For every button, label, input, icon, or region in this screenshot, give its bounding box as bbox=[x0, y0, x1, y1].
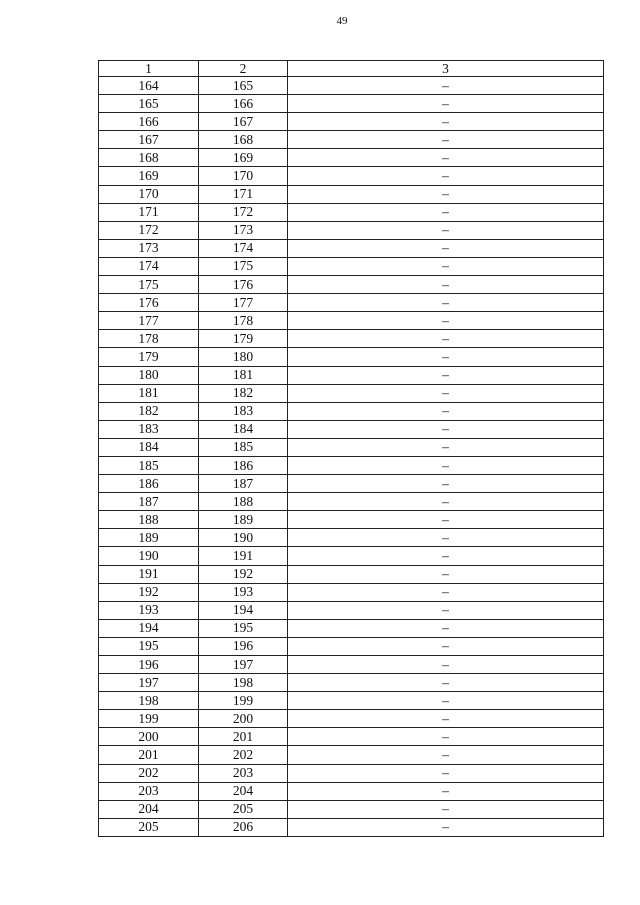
table-cell-col-3: – bbox=[288, 330, 604, 348]
table-cell-col-1: 196 bbox=[99, 656, 199, 674]
table-cell-col-1: 189 bbox=[99, 529, 199, 547]
table-cell-col-3: – bbox=[288, 420, 604, 438]
table-cell-col-3: – bbox=[288, 511, 604, 529]
table-cell-col-2: 198 bbox=[199, 674, 288, 692]
table-cell-col-1: 193 bbox=[99, 601, 199, 619]
table-cell-col-3: – bbox=[288, 384, 604, 402]
table-cell-col-1: 202 bbox=[99, 764, 199, 782]
table-cell-col-2: 174 bbox=[199, 239, 288, 257]
table-cell-col-3: – bbox=[288, 764, 604, 782]
table-cell-col-2: 190 bbox=[199, 529, 288, 547]
table-cell-col-2: 181 bbox=[199, 366, 288, 384]
table-cell-col-2: 171 bbox=[199, 185, 288, 203]
table-cell-col-2: 201 bbox=[199, 728, 288, 746]
table-cell-col-1: 170 bbox=[99, 185, 199, 203]
table-row bbox=[99, 565, 604, 583]
table-cell-col-1: 178 bbox=[99, 330, 199, 348]
table-row bbox=[99, 456, 604, 474]
table-cell-col-2: 205 bbox=[199, 800, 288, 818]
table-cell-col-1: 180 bbox=[99, 366, 199, 384]
table-cell-col-1: 171 bbox=[99, 203, 199, 221]
table-cell-col-2: 168 bbox=[199, 131, 288, 149]
table-cell-col-3: – bbox=[288, 493, 604, 511]
table-cell-col-2: 173 bbox=[199, 221, 288, 239]
table-cell-col-3: – bbox=[288, 276, 604, 294]
table-cell-col-2: 180 bbox=[199, 348, 288, 366]
table-cell-col-3: – bbox=[288, 583, 604, 601]
table-cell-col-1: 205 bbox=[99, 818, 199, 836]
table-row bbox=[99, 77, 604, 95]
table-cell-col-1: 190 bbox=[99, 547, 199, 565]
table-row bbox=[99, 384, 604, 402]
table-cell-col-2: 170 bbox=[199, 167, 288, 185]
table-row bbox=[99, 746, 604, 764]
table-row bbox=[99, 674, 604, 692]
table-row bbox=[99, 692, 604, 710]
table-cell-col-3: – bbox=[288, 77, 604, 95]
table-cell-col-3: – bbox=[288, 800, 604, 818]
table-row bbox=[99, 276, 604, 294]
table-cell-col-3: – bbox=[288, 131, 604, 149]
table-cell-col-1: 204 bbox=[99, 800, 199, 818]
table-cell-col-1: 166 bbox=[99, 113, 199, 131]
table-cell-col-2: 185 bbox=[199, 438, 288, 456]
table-cell-col-3: – bbox=[288, 294, 604, 312]
table-cell-col-2: 189 bbox=[199, 511, 288, 529]
table-cell-col-3: – bbox=[288, 637, 604, 655]
table-cell-col-1: 195 bbox=[99, 637, 199, 655]
table-row bbox=[99, 511, 604, 529]
table-row bbox=[99, 203, 604, 221]
table-cell-col-2: 172 bbox=[199, 203, 288, 221]
table-cell-col-3: – bbox=[288, 348, 604, 366]
table-cell-col-2: 193 bbox=[199, 583, 288, 601]
table-row bbox=[99, 95, 604, 113]
table-cell-col-3: – bbox=[288, 656, 604, 674]
table-cell-col-3: – bbox=[288, 818, 604, 836]
table-cell-col-2: 188 bbox=[199, 493, 288, 511]
table-cell-col-1: 165 bbox=[99, 95, 199, 113]
table-cell-col-3: – bbox=[288, 710, 604, 728]
table-cell-col-2: 186 bbox=[199, 456, 288, 474]
table-row bbox=[99, 782, 604, 800]
table-cell-col-2: 184 bbox=[199, 420, 288, 438]
table-cell-col-3: – bbox=[288, 239, 604, 257]
table-cell-col-3: – bbox=[288, 692, 604, 710]
table-cell-col-1: 169 bbox=[99, 167, 199, 185]
table-cell-col-1: 203 bbox=[99, 782, 199, 800]
table-cell-col-3: – bbox=[288, 547, 604, 565]
table-cell-col-2: 166 bbox=[199, 95, 288, 113]
table-cell-col-1: 173 bbox=[99, 239, 199, 257]
table-cell-col-1: 174 bbox=[99, 257, 199, 275]
table-row bbox=[99, 493, 604, 511]
table-cell-col-3: – bbox=[288, 782, 604, 800]
table-row bbox=[99, 818, 604, 836]
table-cell-col-2: 196 bbox=[199, 637, 288, 655]
table-cell-col-1: 167 bbox=[99, 131, 199, 149]
table-cell-col-1: 186 bbox=[99, 475, 199, 493]
table-cell-col-2: 206 bbox=[199, 818, 288, 836]
table-row bbox=[99, 764, 604, 782]
table-cell-col-1: 185 bbox=[99, 456, 199, 474]
table-cell-col-2: 182 bbox=[199, 384, 288, 402]
table-cell-col-1: 197 bbox=[99, 674, 199, 692]
table-row bbox=[99, 113, 604, 131]
table-header-row bbox=[99, 61, 604, 77]
table-cell-col-2: 165 bbox=[199, 77, 288, 95]
table-cell-col-2: 179 bbox=[199, 330, 288, 348]
column-header-1: 1 bbox=[99, 61, 199, 77]
table-cell-col-2: 202 bbox=[199, 746, 288, 764]
table-row bbox=[99, 547, 604, 565]
table-cell-col-3: – bbox=[288, 529, 604, 547]
page-number: 49 bbox=[336, 15, 348, 27]
table-cell-col-2: 197 bbox=[199, 656, 288, 674]
table-cell-col-2: 204 bbox=[199, 782, 288, 800]
table-row bbox=[99, 348, 604, 366]
table-row bbox=[99, 366, 604, 384]
table-cell-col-1: 172 bbox=[99, 221, 199, 239]
table-row bbox=[99, 637, 604, 655]
table-cell-col-1: 184 bbox=[99, 438, 199, 456]
table-row bbox=[99, 149, 604, 167]
column-header-3: 3 bbox=[288, 61, 604, 77]
table-cell-col-3: – bbox=[288, 167, 604, 185]
table-row bbox=[99, 583, 604, 601]
table-cell-col-2: 203 bbox=[199, 764, 288, 782]
table-cell-col-1: 168 bbox=[99, 149, 199, 167]
table-cell-col-2: 191 bbox=[199, 547, 288, 565]
table-row bbox=[99, 728, 604, 746]
table-cell-col-1: 199 bbox=[99, 710, 199, 728]
table-cell-col-3: – bbox=[288, 257, 604, 275]
table-row bbox=[99, 420, 604, 438]
table-cell-col-1: 182 bbox=[99, 402, 199, 420]
table-cell-col-1: 175 bbox=[99, 276, 199, 294]
table-cell-col-3: – bbox=[288, 456, 604, 474]
table-row bbox=[99, 239, 604, 257]
table-cell-col-1: 183 bbox=[99, 420, 199, 438]
table-cell-col-3: – bbox=[288, 203, 604, 221]
table-row bbox=[99, 167, 604, 185]
table-cell-col-3: – bbox=[288, 619, 604, 637]
table-cell-col-2: 195 bbox=[199, 619, 288, 637]
column-header-2: 2 bbox=[199, 61, 288, 77]
table-cell-col-3: – bbox=[288, 565, 604, 583]
table-cell-col-1: 176 bbox=[99, 294, 199, 312]
table-body bbox=[99, 77, 604, 837]
table-row bbox=[99, 402, 604, 420]
table-row bbox=[99, 438, 604, 456]
table-row bbox=[99, 257, 604, 275]
table-cell-col-2: 199 bbox=[199, 692, 288, 710]
table-cell-col-1: 198 bbox=[99, 692, 199, 710]
table-cell-col-3: – bbox=[288, 95, 604, 113]
table-row bbox=[99, 330, 604, 348]
table-row bbox=[99, 294, 604, 312]
table-row bbox=[99, 185, 604, 203]
table-row bbox=[99, 221, 604, 239]
table-cell-col-2: 176 bbox=[199, 276, 288, 294]
table-cell-col-3: – bbox=[288, 312, 604, 330]
table-cell-col-3: – bbox=[288, 438, 604, 456]
table-cell-col-2: 169 bbox=[199, 149, 288, 167]
table-cell-col-1: 177 bbox=[99, 312, 199, 330]
table-row bbox=[99, 131, 604, 149]
table-cell-col-3: – bbox=[288, 746, 604, 764]
table-cell-col-1: 192 bbox=[99, 583, 199, 601]
table-row bbox=[99, 475, 604, 493]
table-cell-col-1: 179 bbox=[99, 348, 199, 366]
table-cell-col-1: 200 bbox=[99, 728, 199, 746]
table-cell-col-3: – bbox=[288, 149, 604, 167]
table-cell-col-1: 188 bbox=[99, 511, 199, 529]
table-cell-col-3: – bbox=[288, 475, 604, 493]
table-cell-col-3: – bbox=[288, 674, 604, 692]
table-row bbox=[99, 312, 604, 330]
table-row bbox=[99, 656, 604, 674]
table-row bbox=[99, 710, 604, 728]
table-cell-col-2: 187 bbox=[199, 475, 288, 493]
table-cell-col-2: 178 bbox=[199, 312, 288, 330]
table-cell-col-3: – bbox=[288, 185, 604, 203]
table-cell-col-2: 194 bbox=[199, 601, 288, 619]
table-row bbox=[99, 529, 604, 547]
table-row bbox=[99, 601, 604, 619]
table-cell-col-3: – bbox=[288, 402, 604, 420]
table-cell-col-2: 177 bbox=[199, 294, 288, 312]
table-cell-col-1: 181 bbox=[99, 384, 199, 402]
table-cell-col-1: 164 bbox=[99, 77, 199, 95]
table-cell-col-2: 183 bbox=[199, 402, 288, 420]
table-cell-col-3: – bbox=[288, 728, 604, 746]
table-cell-col-3: – bbox=[288, 221, 604, 239]
table-row bbox=[99, 619, 604, 637]
table-cell-col-1: 191 bbox=[99, 565, 199, 583]
table-cell-col-3: – bbox=[288, 366, 604, 384]
table-row bbox=[99, 800, 604, 818]
table-cell-col-1: 187 bbox=[99, 493, 199, 511]
table-cell-col-1: 194 bbox=[99, 619, 199, 637]
table-cell-col-2: 175 bbox=[199, 257, 288, 275]
table-cell-col-2: 192 bbox=[199, 565, 288, 583]
table-cell-col-1: 201 bbox=[99, 746, 199, 764]
table-cell-col-3: – bbox=[288, 601, 604, 619]
table-cell-col-2: 167 bbox=[199, 113, 288, 131]
table-cell-col-3: – bbox=[288, 113, 604, 131]
data-table bbox=[98, 60, 604, 837]
table-cell-col-2: 200 bbox=[199, 710, 288, 728]
